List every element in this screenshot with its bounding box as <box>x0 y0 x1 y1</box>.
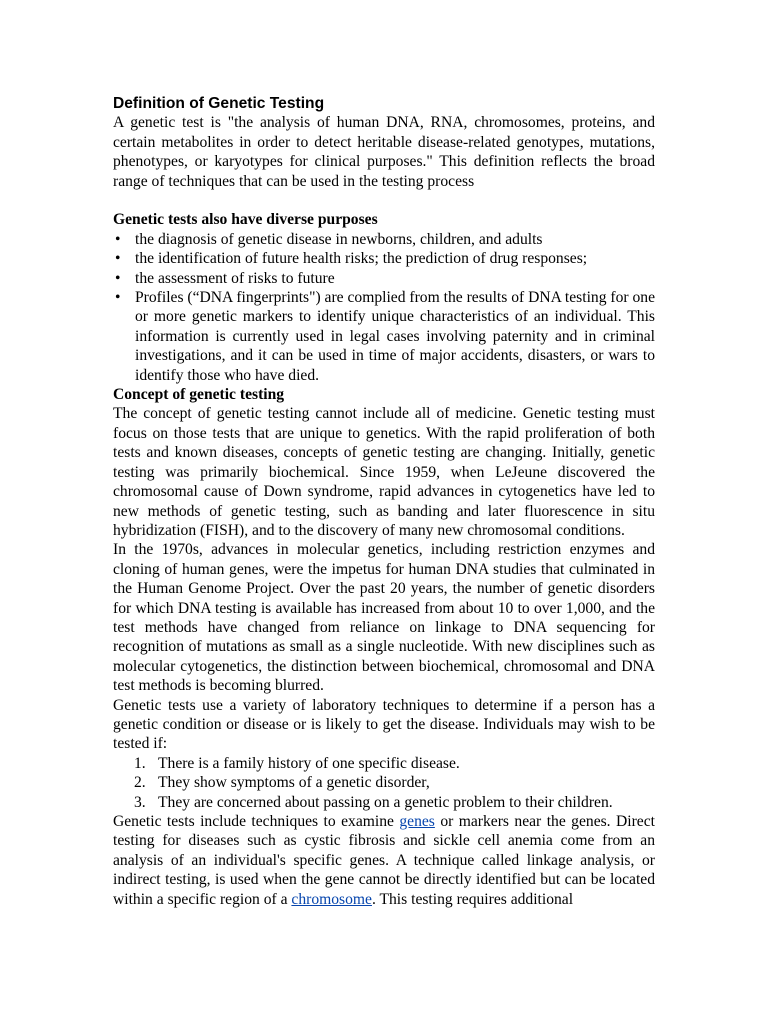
concept-heading: Concept of genetic testing <box>113 386 285 404</box>
concept-paragraph-2: In the 1970s, advances in molecular genetics, including restriction enzymes and cloning of human genes, were the impetus for human DNA studies that culminated in the Human Genome Project. Over the past 20 years, the number of genetic disorders for which DNA testing is available has increased from about 10 to over 1,000, and the test methods have changed from reliance on linkage to DNA sequencing for recognition of mutations as small as a single nucleotide. With new disciplines such as molecular cytogenetics, the distinction between biochemical, chromosomal and DNA test methods is becoming blurred. <box>113 541 655 695</box>
bullet-icon: • <box>115 289 121 307</box>
bullet-icon: • <box>115 269 121 287</box>
list-number: 1. <box>134 754 146 772</box>
list-item-text: the identification of future health risks; the prediction of drug responses; <box>135 250 588 268</box>
bullet-icon: • <box>115 250 121 268</box>
document-title: Definition of Genetic Testing <box>113 95 325 112</box>
bullet-icon: • <box>115 230 121 248</box>
list-item <box>113 249 655 268</box>
reasons-list <box>113 754 655 812</box>
list-number: 2. <box>134 774 146 792</box>
purposes-list <box>113 230 655 385</box>
list-item-text: Profiles (“DNA fingerprints") are complied from the results of DNA testing for one or more genetic markers to identify unique characteristics of an individual. This information is currently used in legal cases involving paternity and in criminal investigations, and it can be used in time of major accidents, disasters, or wars to identify those who have died. <box>135 289 655 384</box>
paragraph-spacer <box>113 191 655 210</box>
chromosome-link[interactable]: chromosome <box>291 890 372 908</box>
list-item-text: They are concerned about passing on a genetic problem to their children. <box>158 793 613 811</box>
list-number: 3. <box>134 793 146 811</box>
list-item <box>113 269 655 288</box>
list-item <box>113 793 655 812</box>
paragraph-text: or markers near the genes. Direct testing for diseases such as cystic fibrosis and sickle cell anemia come from an analysis of an individual's specific genes. A technique called linkage analysis, or indirect testing, is used when the gene cannot be directly identified but can be located within a specific region of a <box>113 813 655 908</box>
list-item <box>113 288 655 385</box>
list-item <box>113 754 655 773</box>
list-item <box>113 230 655 249</box>
definition-paragraph: A genetic test is "the analysis of human DNA, RNA, chromosomes, proteins, and certain metabolites in order to detect heritable disease-related genotypes, mutations, phenotypes, or karyotypes for clinical purposes." This definition reflects the broad range of techniques that can be used in the testing process <box>113 114 655 190</box>
genetic-tests-paragraph <box>113 812 655 909</box>
list-item-text: They show symptoms of a genetic disorder, <box>158 774 430 792</box>
genes-link[interactable]: genes <box>399 813 435 831</box>
list-item-text: the assessment of risks to future <box>135 269 335 287</box>
concept-paragraph-3: Genetic tests use a variety of laboratory techniques to determine if a person has a genetic condition or disease or is likely to get the disease. Individuals may wish to be tested if: <box>113 696 655 753</box>
list-item-text: There is a family history of one specific disease. <box>158 754 460 772</box>
concept-paragraph-1: The concept of genetic testing cannot include all of medicine. Genetic testing must focus on those tests that are unique to genetics. With the rapid proliferation of both tests and known diseases, concepts of genetic testing are changing. Initially, genetic testing was primarily biochemical. Since 1959, when LeJeune discovered the chromosomal cause of Down syndrome, rapid advances in cytogenetics have led to new methods of genetic testing, such as banding and later fluorescence in situ hybridization (FISH), and to the discovery of many new chromosomal conditions. <box>113 405 655 539</box>
paragraph-text: . This testing requires additional <box>371 890 574 908</box>
list-item-text: the diagnosis of genetic disease in newborns, children, and adults <box>135 230 543 248</box>
purposes-heading: Genetic tests also have diverse purposes <box>113 211 378 229</box>
document-page <box>113 94 655 909</box>
paragraph-text: Genetic tests include techniques to examine <box>113 813 400 831</box>
list-item <box>113 773 655 792</box>
